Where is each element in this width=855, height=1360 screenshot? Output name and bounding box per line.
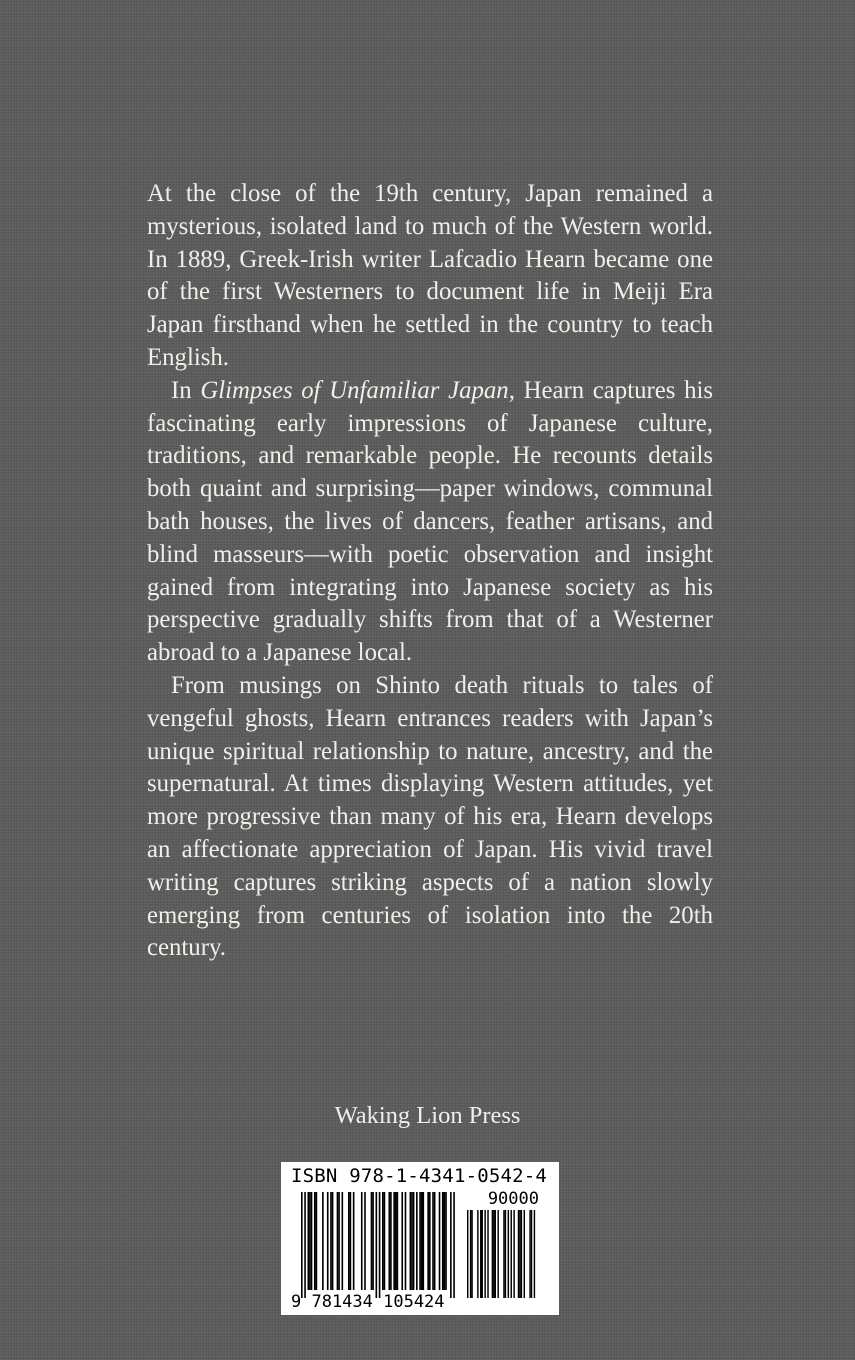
barcode-bar [487, 1210, 488, 1298]
barcode-bar [395, 1192, 397, 1290]
barcode-bar [397, 1192, 399, 1290]
barcode-bar [419, 1192, 421, 1290]
barcode-bar [508, 1210, 509, 1298]
barcode-bar [338, 1192, 340, 1290]
barcode-bar [388, 1192, 390, 1290]
barcode-bar [513, 1210, 514, 1298]
barcode-bar [511, 1210, 512, 1298]
barcode-bar [493, 1210, 494, 1298]
isbn-barcode [281, 1162, 559, 1315]
barcode-bar [384, 1192, 386, 1290]
barcode-bar [327, 1192, 329, 1290]
barcode-bar [453, 1192, 455, 1298]
barcode-bar [429, 1192, 431, 1290]
price-code: 90000 [487, 1189, 539, 1209]
barcode-bar [450, 1192, 452, 1298]
barcode-bar [505, 1210, 506, 1298]
barcode-bar [307, 1192, 309, 1290]
barcode-bar [534, 1210, 535, 1298]
barcode-bar [350, 1192, 352, 1290]
isbn-label: ISBN 978-1-4341-0542-4 [291, 1165, 548, 1187]
barcode-bar [495, 1210, 496, 1298]
barcode-bar [432, 1192, 434, 1290]
barcode-bar [314, 1192, 316, 1290]
barcode-bar [421, 1192, 423, 1290]
blurb-paragraph-2-body: Hearn captures his fascinating early impressions of Japanese culture, traditions, and remarkable people. He recounts details both quaint and surprising—paper windows, communal bath houses, the lives of dancers, feather artisans, and blind masseurs—with poetic observation and insight gained from integrating into Japanese society as his perspective gradually shifts from that of a Westerner abroad to a Japanese local. [147, 376, 714, 667]
barcode-bar [484, 1210, 485, 1298]
barcode-bar [531, 1210, 532, 1298]
barcode-bar [393, 1192, 395, 1290]
barcode-bar [519, 1210, 520, 1298]
publisher-name: Waking Lion Press [334, 1102, 521, 1129]
barcode-bar [330, 1192, 332, 1290]
barcode-bar [492, 1210, 493, 1298]
barcode-bar [413, 1192, 415, 1290]
barcode-bar [416, 1192, 418, 1290]
barcode-bar [401, 1192, 403, 1290]
barcode-bar [444, 1192, 446, 1290]
price-addon-bars [467, 1210, 535, 1298]
book-title: Glimpses of Unfamiliar Japan, [200, 376, 515, 404]
barcode-bar [348, 1192, 350, 1290]
barcode-bar [361, 1192, 363, 1290]
ean-digits: 9 781434 105424 [291, 1292, 445, 1312]
barcode-bar [470, 1210, 471, 1298]
blurb-paragraph-2 [147, 375, 713, 670]
barcode-bar [497, 1210, 498, 1298]
barcode-bar [411, 1192, 413, 1290]
blurb-paragraph-2-prefix: In [171, 376, 201, 404]
barcode-bar [529, 1210, 530, 1298]
barcode-bar [390, 1192, 392, 1290]
barcode-bar [322, 1192, 324, 1290]
barcode-bar [434, 1192, 436, 1290]
barcode-bar [445, 1192, 447, 1290]
barcode-bar [304, 1192, 306, 1298]
barcode-bar [423, 1192, 425, 1290]
blurb-paragraph-3: From musings on Shinto death rituals to tales of vengeful ghosts, Hearn entrances readers with Japan’s unique spiritual relationship to nature, ancestry, and the supernatural. At times displaying Western attitudes, yet more progressive than many of his era, Hearn develops an affectionate appreciation of Japan. His vivid travel writing captures striking aspects of a nation slowly emerging from centuries of isolation into the 20th century. [147, 671, 713, 962]
barcode-bar [482, 1210, 483, 1298]
barcode-bar [309, 1192, 311, 1290]
barcode-bar [518, 1210, 519, 1298]
barcode-bar [427, 1192, 429, 1290]
barcode-bar [376, 1192, 378, 1298]
barcode-bar [371, 1192, 373, 1290]
barcode-bar [442, 1192, 444, 1290]
barcode-bar [311, 1192, 313, 1290]
barcode-bar [410, 1192, 412, 1290]
blurb-paragraph-1: At the close of the 19th century, Japan remained a mysterious, isolated land to much of the Western world. In 1889, Greek-Irish writer Lafcadio Hearn became one of the first Westerners to document life in Meiji Era Japan firsthand when he settled in the country to teach English. [147, 180, 713, 371]
barcode-graphic [281, 1162, 559, 1315]
barcode-bar [316, 1192, 318, 1290]
barcode-bar [503, 1210, 504, 1298]
barcode-bar [467, 1210, 468, 1298]
barcode-bar [379, 1192, 381, 1298]
barcode-bar [480, 1210, 481, 1298]
barcode-bar [337, 1192, 339, 1290]
back-cover-blurb [147, 178, 713, 965]
barcode-bar [471, 1210, 472, 1298]
barcode-bar [372, 1192, 374, 1290]
ean13-bars [301, 1192, 455, 1298]
barcode-bar [364, 1192, 366, 1290]
barcode-bar [382, 1192, 384, 1290]
barcode-bar [353, 1192, 355, 1290]
barcode-bar [332, 1192, 334, 1290]
barcode-bar [477, 1210, 478, 1298]
barcode-bar [521, 1210, 522, 1298]
barcode-bar [524, 1210, 525, 1298]
barcode-bar [301, 1192, 303, 1298]
barcode-bar [439, 1192, 441, 1290]
barcode-bar [405, 1192, 407, 1290]
barcode-bar [342, 1192, 344, 1290]
